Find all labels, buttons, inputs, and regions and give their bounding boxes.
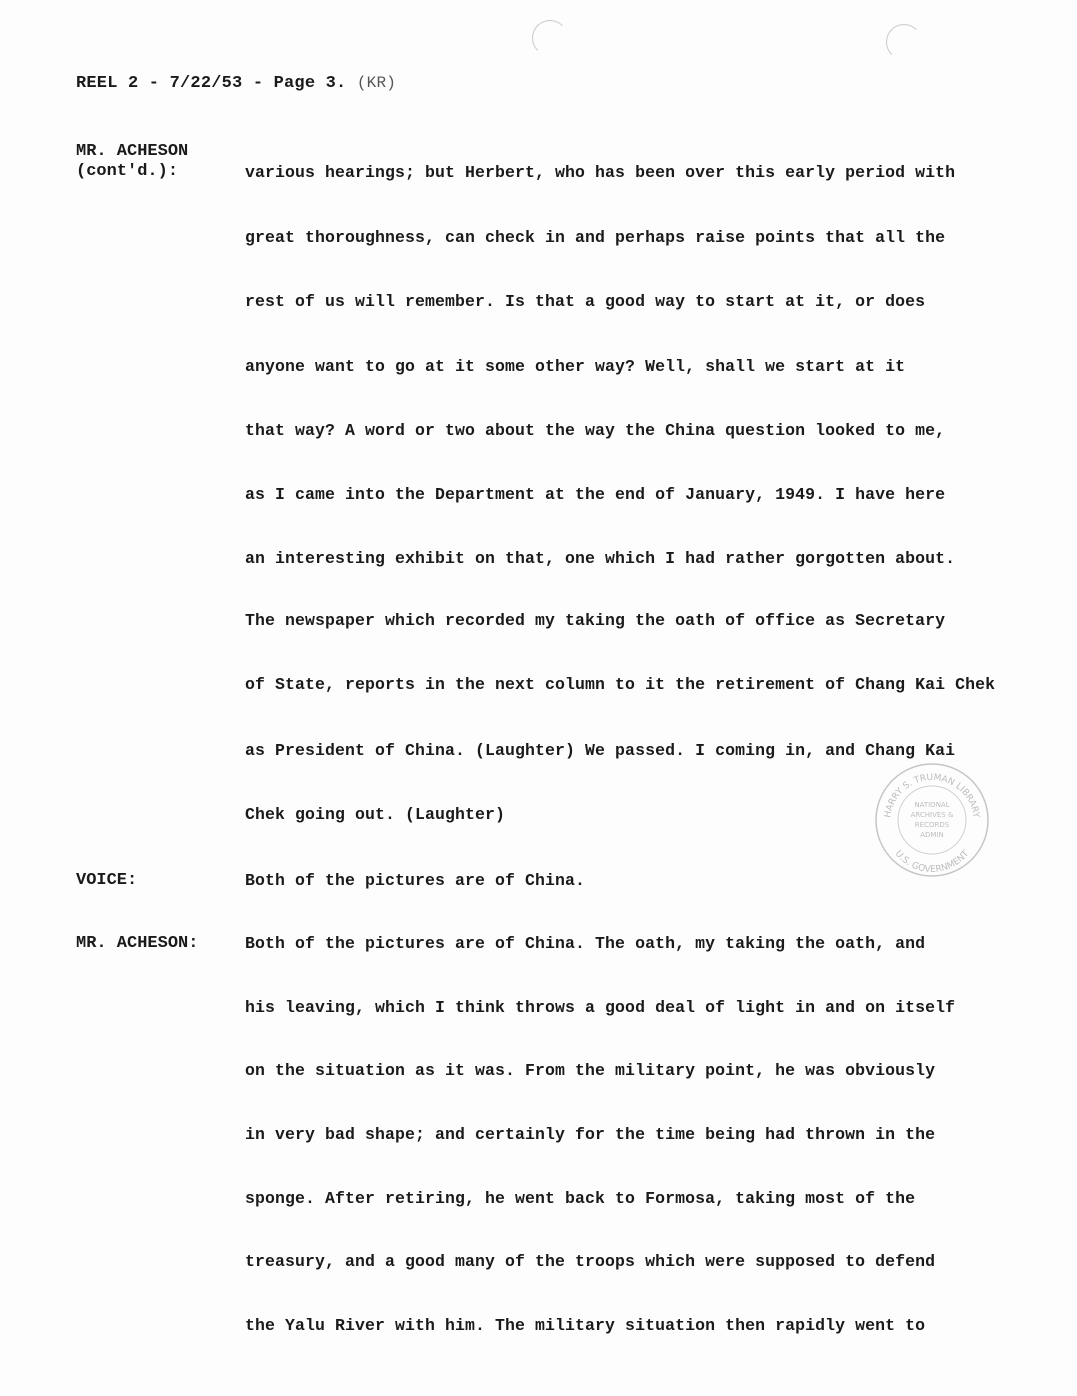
speaker-label: MR. ACHESON:	[76, 934, 199, 953]
stamp-center-line: ADMIN	[920, 831, 944, 839]
transcript-line: the Yalu River with him. The military situation then rapidly went to	[245, 1316, 926, 1335]
typist-initials: (KR)	[356, 74, 397, 92]
transcript-line: Both of the pictures are of China. The oath, my taking the oath, and	[245, 934, 926, 953]
transcript-line: sponge. After retiring, he went back to Formosa, taking most of the	[245, 1189, 916, 1208]
speaker-label: MR. ACHESON	[76, 142, 189, 161]
transcript-line: that way? A word or two about the way the China question looked to me,	[245, 421, 946, 440]
stamp-center-line: NATIONAL	[914, 801, 950, 809]
transcript-line: as I came into the Department at the end of January, 1949. I have here	[245, 485, 946, 504]
transcript-line: anyone want to go at it some other way? Well, shall we start at it	[245, 357, 906, 376]
transcript-line: various hearings; but Herbert, who has been over this early period with	[245, 163, 956, 182]
transcript-line: as President of China. (Laughter) We passed. I coming in, and Chang Kai	[245, 741, 956, 760]
transcript-line: of State, reports in the next column to it the retirement of Chang Kai Chek	[245, 675, 996, 694]
page-header	[76, 74, 396, 93]
transcript-line: treasury, and a good many of the troops which were supposed to defend	[245, 1252, 936, 1271]
stamp-center-line: RECORDS	[914, 821, 950, 829]
reel-info: REEL 2 - 7/22/53 - Page 3.	[76, 74, 347, 93]
speaker-continued: (cont'd.):	[76, 162, 179, 181]
transcript-line: rest of us will remember. Is that a good way to start at it, or does	[245, 292, 926, 311]
stamp-center-line: ARCHIVES &	[910, 811, 954, 819]
punch-hole-mark	[886, 24, 922, 60]
speaker-label: VOICE:	[76, 871, 138, 890]
transcript-line: on the situation as it was. From the military point, he was obviously	[245, 1061, 936, 1080]
transcript-line: in very bad shape; and certainly for the time being had thrown in the	[245, 1125, 936, 1144]
transcript-line: Both of the pictures are of China.	[245, 871, 586, 890]
transcript-line: great thoroughness, can check in and perhaps raise points that all the	[245, 228, 946, 247]
transcript-line: an interesting exhibit on that, one which I had rather gorgotten about.	[245, 549, 956, 568]
archive-stamp	[872, 760, 992, 880]
transcript-line: Chek going out. (Laughter)	[245, 805, 506, 824]
transcript-line: The newspaper which recorded my taking the oath of office as Secretary	[245, 611, 946, 630]
transcript-line: his leaving, which I think throws a good deal of light in and on itself	[245, 998, 956, 1017]
stamp-arc-top: HARRY S. TRUMAN LIBRARY	[883, 772, 981, 819]
stamp-arc-bottom: U.S. GOVERNMENT	[892, 848, 972, 876]
punch-hole-mark	[532, 20, 568, 56]
